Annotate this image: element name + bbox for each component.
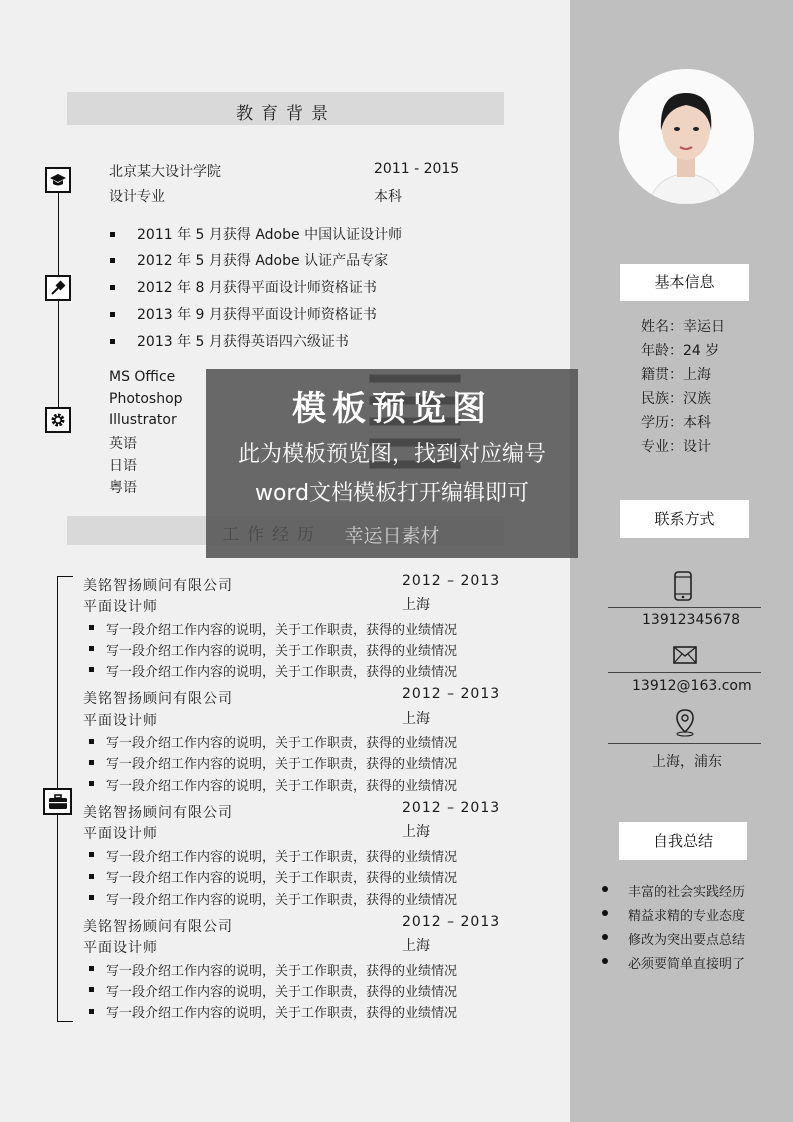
- job-role: 平面设计师: [83, 599, 158, 615]
- job-duty: 写一段介绍工作内容的说明，关于工作职责，获得的业绩情况: [106, 871, 458, 886]
- summary-title: 自我总结: [619, 822, 747, 860]
- education-section-title: 教育背景: [236, 104, 336, 124]
- skill-name: Photoshop: [109, 391, 183, 407]
- work-timeline-top-tick: [57, 576, 73, 577]
- basic-info-item: 籍贯：上海: [641, 367, 711, 383]
- duty-bullet: [89, 987, 94, 992]
- certificate-bullet: [110, 312, 115, 317]
- contact-divider: [608, 743, 761, 744]
- job-years: 2012 – 2013: [402, 914, 501, 930]
- school-name: 北京某大设计学院: [109, 164, 221, 180]
- job-company: 美铭智扬顾问有限公司: [83, 805, 233, 821]
- job-company: 美铭智扬顾问有限公司: [83, 691, 233, 707]
- job-duty: 写一段介绍工作内容的说明，关于工作职责，获得的业绩情况: [106, 985, 458, 1000]
- summary-item: 修改为突出要点总结: [628, 933, 746, 948]
- briefcase-icon: [43, 788, 72, 815]
- skill-name: 日语: [109, 458, 137, 474]
- basic-info-item: 民族：汉族: [641, 391, 711, 407]
- job-duty: 写一段介绍工作内容的说明，关于工作职责，获得的业绩情况: [106, 893, 458, 908]
- job-city: 上海: [402, 597, 430, 613]
- certificate-item: 2012 年 5 月获得 Adobe 认证产品专家: [137, 253, 389, 269]
- summary-bullet: [602, 934, 608, 940]
- job-role: 平面设计师: [83, 940, 158, 956]
- basic-info-item: 年龄：24 岁: [641, 343, 720, 359]
- gear-icon: [45, 407, 71, 433]
- contact-phone: 13912345678: [642, 612, 740, 628]
- skill-name: 英语: [109, 436, 137, 452]
- certificate-item: 2012 年 8 月获得平面设计师资格证书: [137, 280, 377, 296]
- job-company: 美铭智扬顾问有限公司: [83, 919, 233, 935]
- duty-bullet: [89, 667, 94, 672]
- contact-email: 13912@163.com: [632, 678, 752, 694]
- job-years: 2012 – 2013: [402, 800, 501, 816]
- job-city: 上海: [402, 938, 430, 954]
- location-pin-icon: [675, 709, 695, 741]
- job-role: 平面设计师: [83, 713, 158, 729]
- duty-bullet: [89, 739, 94, 744]
- job-role: 平面设计师: [83, 826, 158, 842]
- watermark-line-2: word文档模板打开编辑即可: [254, 481, 530, 506]
- job-duty: 写一段介绍工作内容的说明，关于工作职责，获得的业绩情况: [106, 850, 458, 865]
- school-degree: 本科: [374, 189, 402, 205]
- summary-item: 丰富的社会实践经历: [628, 885, 746, 900]
- job-city: 上海: [402, 824, 430, 840]
- job-duty: 写一段介绍工作内容的说明，关于工作职责，获得的业绩情况: [106, 736, 458, 751]
- summary-bullet: [602, 886, 608, 892]
- job-duty: 写一段介绍工作内容的说明，关于工作职责，获得的业绩情况: [106, 623, 458, 638]
- job-company: 美铭智扬顾问有限公司: [83, 578, 233, 594]
- job-duty: 写一段介绍工作内容的说明，关于工作职责，获得的业绩情况: [106, 779, 458, 794]
- certificate-item: 2011 年 5 月获得 Adobe 中国认证设计师: [137, 227, 403, 243]
- envelope-icon: [673, 646, 697, 668]
- basic-info-item: 专业：设计: [641, 439, 711, 455]
- summary-item: 精益求精的专业态度: [628, 909, 746, 924]
- job-duty: 写一段介绍工作内容的说明，关于工作职责，获得的业绩情况: [106, 665, 458, 680]
- watermark-title: 模板预览图: [292, 389, 492, 429]
- summary-item: 必须要简单直接明了: [628, 957, 746, 972]
- job-duty: 写一段介绍工作内容的说明，关于工作职责，获得的业绩情况: [106, 964, 458, 979]
- watermark-footer: 幸运日素材: [344, 525, 440, 547]
- work-timeline-bottom-tick: [57, 1021, 73, 1022]
- basic-info-item: 姓名：幸运日: [641, 319, 725, 335]
- duty-bullet: [89, 852, 94, 857]
- duty-bullet: [89, 1009, 94, 1014]
- duty-bullet: [89, 646, 94, 651]
- school-major: 设计专业: [109, 189, 165, 205]
- job-duty: 写一段介绍工作内容的说明，关于工作职责，获得的业绩情况: [106, 644, 458, 659]
- contact-address: 上海，浦东: [652, 754, 722, 770]
- watermark-line-1: 此为模板预览图，找到对应编号: [237, 442, 546, 467]
- certificate-bullet: [110, 258, 115, 263]
- contact-divider: [608, 607, 761, 608]
- certificate-item: 2013 年 9 月获得平面设计师资格证书: [137, 307, 377, 323]
- preview-watermark: [206, 369, 578, 558]
- award-icon: [45, 275, 71, 301]
- certificate-bullet: [110, 232, 115, 237]
- certificate-bullet: [110, 339, 115, 344]
- duty-bullet: [89, 625, 94, 630]
- graduation-cap-icon: [45, 167, 71, 193]
- job-duty: 写一段介绍工作内容的说明，关于工作职责，获得的业绩情况: [106, 1006, 458, 1021]
- duty-bullet: [89, 895, 94, 900]
- job-years: 2012 – 2013: [402, 686, 501, 702]
- avatar: [619, 69, 754, 204]
- contact-divider: [608, 672, 761, 673]
- duty-bullet: [89, 966, 94, 971]
- certificate-item: 2013 年 5 月获得英语四六级证书: [137, 334, 349, 350]
- certificate-bullet: [110, 285, 115, 290]
- contact-title: 联系方式: [620, 500, 749, 538]
- basic-info-title: 基本信息: [620, 264, 749, 301]
- summary-bullet: [602, 958, 608, 964]
- summary-bullet: [602, 910, 608, 916]
- job-city: 上海: [402, 711, 430, 727]
- skill-name: MS Office: [109, 369, 176, 385]
- duty-bullet: [89, 874, 94, 879]
- basic-info-item: 学历：本科: [641, 415, 711, 431]
- duty-bullet: [89, 781, 94, 786]
- job-duty: 写一段介绍工作内容的说明，关于工作职责，获得的业绩情况: [106, 757, 458, 772]
- job-years: 2012 – 2013: [402, 573, 501, 589]
- duty-bullet: [89, 760, 94, 765]
- school-years: 2011 - 2015: [374, 161, 460, 177]
- mobile-phone-icon: [674, 571, 692, 605]
- skill-name: Illustrator: [109, 412, 177, 428]
- skill-name: 粤语: [109, 480, 137, 496]
